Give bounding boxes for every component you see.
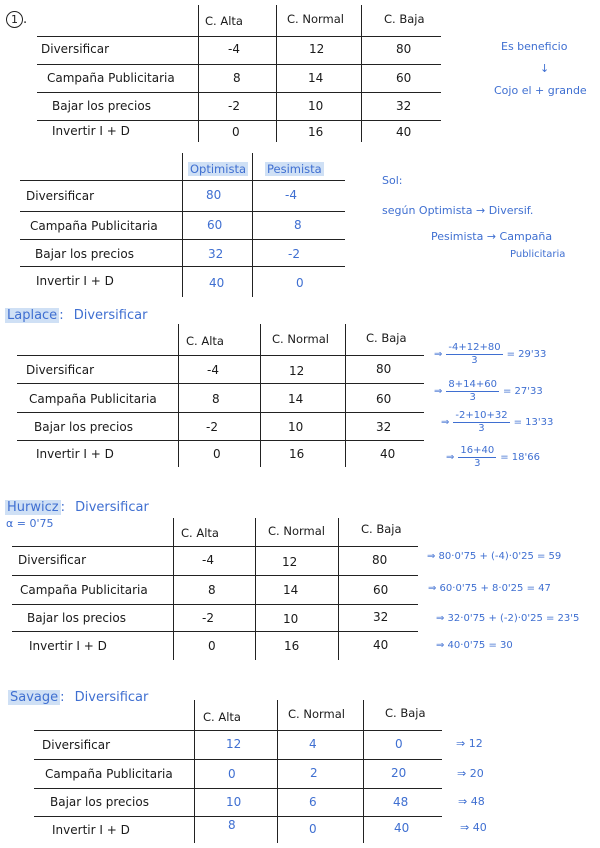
t1-cell: 10 (308, 99, 324, 113)
hurwicz-title: Hurwicz : Diversificar (7, 500, 149, 515)
hurwicz-calc: ⇒ 40·0'75 = 30 (436, 640, 513, 651)
savage-cell: 4 (309, 737, 317, 751)
laplace-cell: 60 (376, 392, 392, 406)
t2-row-label: Diversificar (26, 189, 95, 203)
t1-cell: -4 (228, 42, 240, 56)
hurwicz-header-alta: C. Alta (181, 526, 219, 540)
laplace-cell: 14 (288, 392, 304, 406)
laplace-cell: 8 (212, 392, 220, 406)
savage-calc: ⇒ 48 (458, 795, 485, 808)
solution-note-line1: según Optimista → Diversif. (382, 204, 534, 217)
laplace-row-label: Invertir I + D (36, 447, 114, 461)
savage-calc: ⇒ 12 (456, 737, 483, 750)
savage-row-label: Diversificar (42, 738, 111, 752)
hurwicz-cell: 0 (208, 639, 216, 653)
laplace-header-alta: C. Alta (186, 334, 224, 348)
t1-header-baja: C. Baja (384, 12, 425, 26)
hurwicz-row-label: Diversificar (18, 553, 87, 567)
savage-cell: 48 (393, 795, 409, 809)
laplace-cell: -2 (206, 420, 218, 434)
laplace-result: Diversificar (73, 308, 148, 323)
t1-cell: 32 (396, 99, 412, 113)
laplace-row-label: Diversificar (26, 363, 95, 377)
t1-cell: 80 (396, 42, 412, 56)
laplace-cell: 12 (289, 364, 305, 378)
t1-cell: -2 (228, 99, 240, 113)
savage-cell: 8 (228, 818, 236, 832)
hurwicz-result: Diversificar (75, 500, 149, 515)
hurwicz-cell: 12 (282, 555, 298, 569)
t2-cell: 32 (208, 247, 224, 261)
savage-row-label: Invertir I + D (52, 823, 130, 837)
savage-cell: 0 (395, 737, 403, 751)
hurwicz-cell: 60 (373, 583, 389, 597)
savage-label: Savage (10, 690, 59, 705)
t1-cell: 16 (308, 125, 324, 139)
solution-note-line3: Publicitaria (510, 249, 566, 260)
savage-cell: 6 (309, 795, 317, 809)
hurwicz-header-baja: C. Baja (361, 522, 402, 536)
laplace-header-baja: C. Baja (366, 331, 407, 345)
savage-row-label: Campaña Publicitaria (45, 767, 173, 781)
savage-header-baja: C. Baja (385, 706, 426, 720)
hurwicz-row-label: Invertir I + D (29, 639, 107, 653)
t2-row-label: Campaña Publicitaria (30, 219, 158, 233)
t1-cell: 0 (232, 125, 240, 139)
t2-cell: 60 (207, 218, 223, 232)
benefit-note-line1: Es beneficio (501, 40, 568, 53)
hurwicz-header-normal: C. Normal (268, 524, 325, 538)
t1-row-label: Campaña Publicitaria (47, 71, 175, 85)
hurwicz-cell: 8 (208, 583, 216, 597)
t1-header-alta: C. Alta (205, 14, 243, 28)
t1-header-normal: C. Normal (287, 12, 344, 26)
savage-result: Diversificar (74, 690, 149, 705)
solution-note-line2: Pesimista → Campaña (431, 230, 553, 243)
t2-row-label: Bajar los precios (35, 247, 134, 261)
laplace-title: Laplace : Diversificar (7, 308, 148, 323)
hurwicz-row-label: Campaña Publicitaria (20, 583, 148, 597)
savage-header-normal: C. Normal (288, 707, 345, 721)
hurwicz-cell: 10 (283, 612, 299, 626)
laplace-cell: 0 (213, 447, 221, 461)
hurwicz-calc: ⇒ 80·0'75 + (-4)·0'25 = 59 (427, 551, 562, 562)
laplace-row-label: Bajar los precios (34, 420, 133, 434)
laplace-calc: ⇒ $\frac{8+14+60}{3}$ = 27'33 (434, 379, 543, 403)
solution-note-title: Sol: (382, 174, 403, 187)
savage-cell: 2 (310, 766, 318, 780)
hurwicz-calc: ⇒ 60·0'75 + 8·0'25 = 47 (428, 583, 551, 594)
t1-row-label: Diversificar (41, 42, 110, 56)
savage-header-alta: C. Alta (203, 710, 241, 724)
savage-cell: 10 (226, 795, 242, 809)
t1-cell: 12 (309, 42, 325, 56)
hurwicz-cell: 32 (373, 610, 389, 624)
t1-cell: 40 (396, 125, 412, 139)
savage-cell: 0 (228, 767, 236, 781)
hurwicz-calc: ⇒ 32·0'75 + (-2)·0'25 = 23'5 (436, 613, 580, 624)
hurwicz-cell: 14 (283, 583, 299, 597)
t1-row-label: Bajar los precios (52, 99, 151, 113)
t1-cell: 14 (308, 71, 324, 85)
laplace-cell: 10 (288, 420, 304, 434)
laplace-calc: ⇒ $\frac{-4+12+80}{3}$ = 29'33 (434, 342, 547, 366)
savage-row-label: Bajar los precios (50, 795, 149, 809)
t1-row-label: Invertir I + D (52, 124, 130, 138)
t2-header-pesimista: Pesimista (267, 162, 322, 176)
t2-cell: -4 (285, 188, 297, 202)
benefit-note-line2: Cojo el + grande (494, 84, 587, 97)
t2-row-label: Invertir I + D (36, 274, 114, 288)
hurwicz-cell: 16 (284, 639, 300, 653)
hurwicz-cell: -2 (202, 611, 214, 625)
laplace-cell: 40 (380, 447, 396, 461)
hurwicz-cell: 80 (372, 553, 388, 567)
laplace-calc: ⇒ $\frac{-2+10+32}{3}$ = 13'33 (441, 410, 554, 434)
hurwicz-row-label: Bajar los precios (27, 611, 126, 625)
savage-calc: ⇒ 20 (457, 767, 484, 780)
problem-number-circle: 1 (6, 11, 23, 28)
laplace-header-normal: C. Normal (272, 332, 329, 346)
laplace-calc: ⇒ $\frac{16+40}{3}$ = 18'66 (446, 445, 540, 469)
laplace-cell: 16 (289, 447, 305, 461)
problem-number: 1 . (6, 11, 27, 28)
t2-header-optimista: Optimista (190, 162, 247, 176)
savage-title: Savage : Diversificar (10, 690, 149, 705)
t2-cell: 8 (294, 218, 302, 232)
hurwicz-alpha: α = 0'75 (6, 517, 54, 530)
t1-cell: 60 (396, 71, 412, 85)
savage-cell: 12 (226, 737, 242, 751)
savage-cell: 20 (391, 766, 407, 780)
laplace-cell: -4 (207, 363, 219, 377)
t1-cell: 8 (233, 71, 241, 85)
savage-calc: ⇒ 40 (460, 821, 487, 834)
hurwicz-label: Hurwicz (7, 500, 59, 515)
laplace-label: Laplace (7, 308, 58, 323)
laplace-cell: 32 (376, 420, 392, 434)
laplace-row-label: Campaña Publicitaria (29, 392, 157, 406)
hurwicz-cell: 40 (373, 638, 389, 652)
savage-cell: 0 (309, 822, 317, 836)
t2-cell: 0 (296, 276, 304, 290)
savage-cell: 40 (394, 821, 410, 835)
t2-cell: 80 (206, 188, 222, 202)
hurwicz-cell: -4 (202, 553, 214, 567)
benefit-note-arrow: ↓ (540, 62, 550, 75)
t2-cell: 40 (209, 276, 225, 290)
t2-cell: -2 (288, 247, 300, 261)
laplace-cell: 80 (376, 362, 392, 376)
